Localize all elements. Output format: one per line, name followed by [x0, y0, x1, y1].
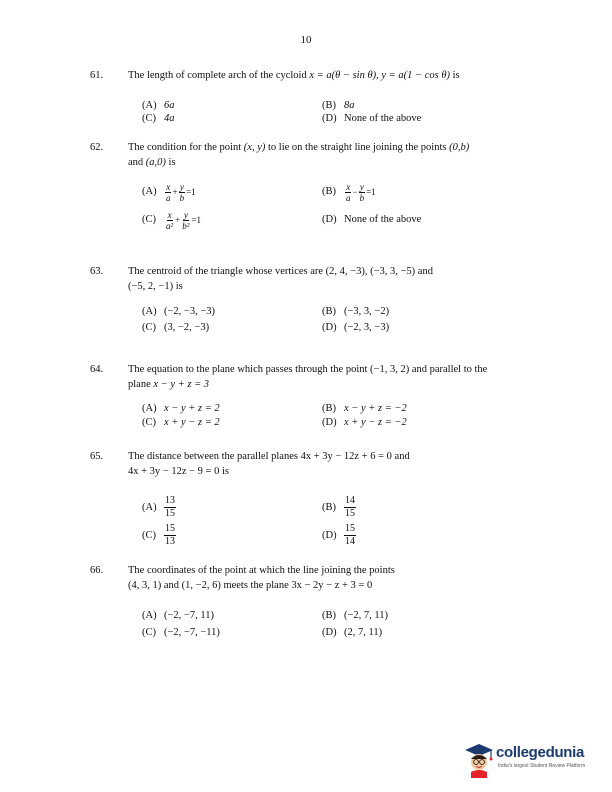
question-number: 63. [90, 266, 104, 277]
option-c: (C) (−2, −7, −11) [142, 627, 220, 638]
option-a: (A) x − y + z = 2 [142, 403, 220, 414]
question-text: The coordinates of the point at which the line joining the points (4, 3, 1) and (1, −2, 6) meets the plane 3x − 2y − z + 3 = 0 [128, 565, 395, 591]
options [142, 99, 530, 125]
option-a: (A) 13 15 [142, 494, 175, 519]
option-b: (B) (−3, 3, −2) [322, 306, 390, 317]
option-d: (D) (2, 7, 11) [322, 627, 383, 638]
question-number: 62. [90, 142, 104, 153]
question-math: x = a(θ − sin θ), y = a(1 − cos θ) [309, 70, 450, 81]
option-b: (B) (−2, 7, 11) [322, 610, 389, 621]
option-a: (A) (−2, −7, 11) [142, 610, 214, 621]
question-number: 61. [90, 70, 104, 81]
option-a: (A) (−2, −3, −3) [142, 306, 216, 317]
option-c: (C) 4a [142, 113, 175, 124]
logo-tagline: India's largest Student Review Platform [498, 763, 586, 769]
question-64 [90, 362, 530, 430]
question-text: The distance between the parallel planes 4x + 3y − 12z + 6 = 0 and 4x + 3y − 12z − 9 = 0 is [128, 451, 410, 477]
options [142, 493, 530, 549]
options [142, 304, 530, 336]
options [142, 402, 530, 430]
question-61 [90, 68, 530, 125]
question-text: The equation to the plane which passes through the point (−1, 3, 2) and parallel to the plane x − y + z = 3 [128, 364, 488, 390]
option-d: (D) 15 14 [322, 522, 355, 547]
option-d: (D) None of the above [322, 214, 422, 225]
logo-name: collegedunia [496, 744, 585, 761]
option-b: (B) 14 15 [322, 494, 355, 519]
question-66 [90, 563, 530, 641]
question-number: 64. [90, 364, 104, 375]
option-d: (D) (−2, 3, −3) [322, 322, 390, 333]
option-a: (A) $\frac{x}{a}$ + $\frac{y}{b}$ =1 [142, 181, 196, 203]
option-c: (C) $\frac{x}{\text{a²}}$ + $\frac{y}{\text{b²}}$ =1 [142, 209, 202, 231]
options [142, 607, 530, 641]
option-c: (C) (3, −2, −3) [142, 322, 210, 333]
question-65 [90, 449, 530, 549]
question-text: The condition for the point (x, y) to lie on the straight line joining the points (0,b) and (a,0) is [128, 142, 470, 168]
student-mascot-icon [462, 738, 496, 778]
question-text: The centroid of the triangle whose vertices are (2, 4, −3), (−3, 3, −5) and (−5, 2, −1) is [128, 266, 433, 292]
question-62 [90, 140, 530, 234]
option-c: (C) x + y − z = 2 [142, 417, 220, 428]
question-text: The length of complete arch of the cycloid x = a(θ − sin θ), y = a(1 − cos θ) is [128, 70, 460, 81]
option-b: (B) $\frac{x}{a}$ − $\frac{y}{b}$ =1 [322, 181, 376, 203]
collegedunia-logo [462, 738, 602, 778]
option-b: (B) x − y + z = −2 [322, 403, 407, 414]
question-number: 65. [90, 451, 104, 462]
option-b: (B) 8a [322, 100, 355, 111]
option-c: (C) 15 13 [142, 522, 175, 547]
question-63 [90, 264, 530, 336]
page-number: 10 [300, 34, 312, 46]
options [142, 178, 530, 234]
option-d: (D) None of the above [322, 113, 422, 124]
option-d: (D) x + y − z = −2 [322, 417, 407, 428]
question-number: 66. [90, 565, 104, 576]
option-a: (A) 6a [142, 100, 175, 111]
